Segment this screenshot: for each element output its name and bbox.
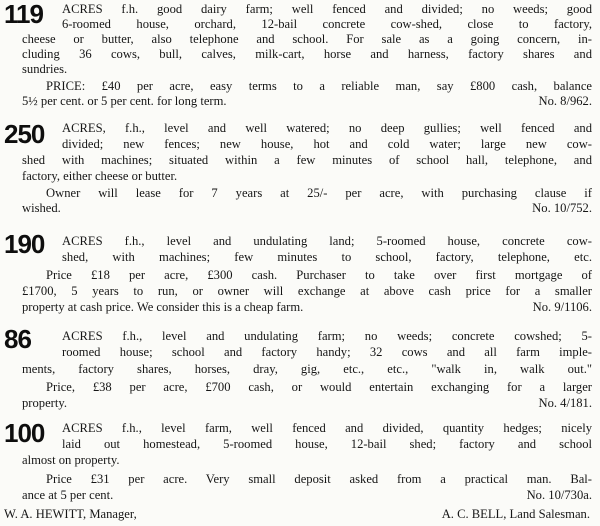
listing-line: sundries. bbox=[22, 62, 68, 76]
listing-line: factory, either cheese or butter. bbox=[22, 169, 178, 183]
price-line: property. bbox=[22, 396, 67, 410]
price-line: Price, £38 per acre, £700 cash, or would entertain exchanging for a larger bbox=[46, 380, 592, 394]
listing-line: roomed house; school and factory handy; 32 cows and all farm imple- bbox=[62, 345, 592, 359]
listing-line: laid out homestead, 5-roomed house, 12-bail shed; factory and school bbox=[62, 437, 592, 451]
price-line: 5½ per cent. or 5 per cent. for long term. bbox=[22, 94, 227, 108]
listing-line: shed, with machines; few minutes to school, factory, telephone, etc. bbox=[62, 250, 592, 264]
listing-line: ACRES, f.h., level and well watered; no deep gullies; well fenced and bbox=[62, 121, 592, 135]
manager-signature: W. A. HEWITT, Manager, bbox=[4, 507, 137, 521]
listing-line: divided; new fences; new house, hot and cold water; large new cow- bbox=[62, 137, 592, 151]
price-line: Price £31 per acre. Very small deposit asked from a practical man. Bal- bbox=[46, 472, 592, 486]
listing-line: ACRES f.h., level farm, well fenced and divided, quantity hedges; nicely bbox=[62, 421, 592, 435]
price-line: property at cash price. We consider this is a cheap farm. bbox=[22, 300, 304, 314]
listing-line: ACRES f.h. good dairy farm; well fenced and divided; no weeds; good bbox=[62, 2, 592, 16]
acreage-number: 190 bbox=[4, 229, 45, 259]
acreage-number: 119 bbox=[4, 0, 43, 29]
price-line: wished. bbox=[22, 201, 61, 215]
reference-number: No. 4/181. bbox=[538, 396, 592, 410]
price-line: ance at 5 per cent. bbox=[22, 488, 114, 502]
price-line: Owner will lease for 7 years at 25/- per acre, with purchasing clause if bbox=[46, 186, 592, 200]
price-line: £1700, 5 years to run, or owner will exchange at above cash price for a smaller bbox=[22, 284, 592, 298]
listing-line: ACRES f.h., level and undulating land; 5-roomed house, concrete cow- bbox=[62, 234, 592, 248]
price-line: PRICE: £40 per acre, easy terms to a reliable man, say £800 cash, balance bbox=[46, 79, 592, 93]
reference-number: No. 9/1106. bbox=[532, 300, 592, 314]
acreage-number: 250 bbox=[4, 119, 45, 149]
reference-number: No. 8/962. bbox=[538, 94, 592, 108]
listing-line: cluding 36 cows, bull, calves, milk-cart, horse and harness, factory shares and bbox=[22, 47, 592, 61]
acreage-number: 86 bbox=[4, 324, 31, 354]
reference-number: No. 10/752. bbox=[532, 201, 592, 215]
listing-line: ACRES f.h., level and undulating farm; no weeds; concrete cowshed; 5- bbox=[62, 329, 592, 343]
acreage-number: 100 bbox=[4, 418, 45, 448]
listing-line: cheese or butter, also telephone and school. For sale as a going concern, in- bbox=[22, 32, 592, 46]
salesman-signature: A. C. BELL, Land Salesman. bbox=[441, 507, 590, 521]
reference-number: No. 10/730a. bbox=[526, 488, 592, 502]
price-line: Price £18 per acre, £300 cash. Purchaser to take over first mortgage of bbox=[46, 268, 592, 282]
listing-line: shed with machines; situated within a few minutes of school hall, telephone, and bbox=[22, 153, 592, 167]
listing-line: almost on property. bbox=[22, 453, 120, 467]
listing-line: 6-roomed house, orchard, 12-bail concrete cow-shed, close to factory, bbox=[62, 17, 592, 31]
listing-line: ments, factory shares, horses, dray, gig, etc., etc., "walk in, walk out." bbox=[22, 362, 592, 376]
signature-footer bbox=[4, 507, 594, 522]
